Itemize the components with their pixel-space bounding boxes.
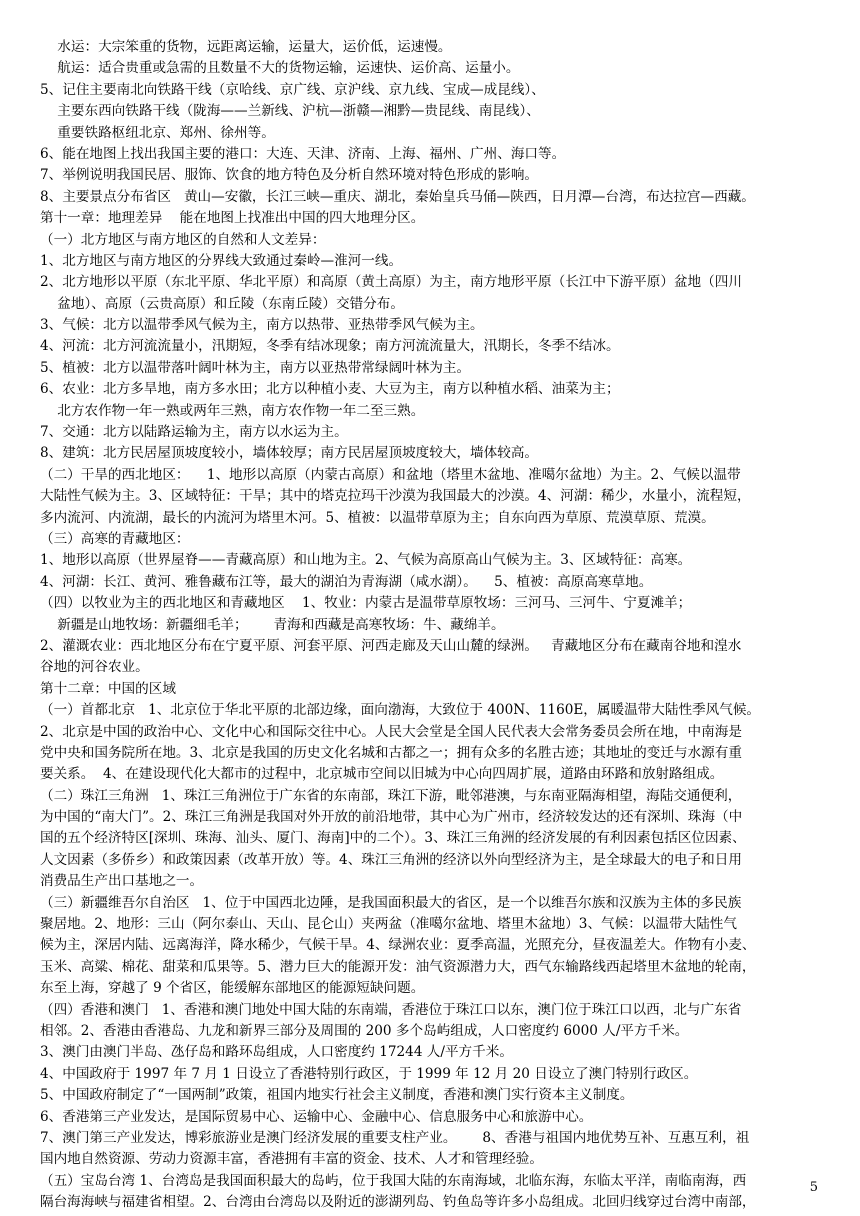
text-line: 隔台海海峡与福建省相望。2、台湾由台湾岛以及附近的澎湖列岛、钓鱼岛等许多小岛组成。北回归线穿过台湾中南部， [40, 1194, 756, 1211]
page-number: 5 [809, 1180, 818, 1195]
text-line: （二）珠江三角洲 1、珠江三角洲位于广东省的东南部，珠江下游，毗邻港澳，与东南亚隔海相望，海陆交通便利， [40, 787, 742, 804]
text-line: 5、记住主要南北向铁路干线（京哈线、京广线、京沪线、京九线、宝成—成昆线）、 [40, 81, 545, 98]
text-line: 北方农作物一年一熟或两年三熟，南方农作物一年二至三熟。 [40, 402, 425, 419]
text-line: 为中国的“南大门”。2、珠江三角洲是我国对外开放的前沿地带，其中心为广州市，经济较发达的还有深圳、珠海（中 [40, 809, 743, 826]
text-line: 3、气候：北方以温带季风气候为主，南方以热带、亚热带季风气候为主。 [40, 317, 484, 334]
text-line: 大陆性气候为主。3、区域特征：干旱；其中的塔克拉玛干沙漠为我国最大的沙漠。4、河湖：稀少，水量小，流程短， [40, 488, 751, 505]
text-line: 第十二章：中国的区域 [40, 680, 176, 697]
text-line: 第十一章：地理差异 能在地图上找准出中国的四大地理分区。 [40, 210, 425, 227]
text-line: （二）干旱的西北地区： 1、地形以高原（内蒙古高原）和盆地（塔里木盆地、准噶尔盆地）为主。2、气候以温带 [40, 466, 741, 483]
text-line: 4、河流：北方河流流量小，汛期短，冬季有结冰现象；南方河流流量大，汛期长，冬季不结冰。 [40, 338, 620, 355]
text-line: 盆地）、高原（云贵高原）和丘陵（东南丘陵）交错分布。 [40, 295, 404, 312]
text-line: 5、植被：北方以温带落叶阔叶林为主，南方以亚热带常绿阔叶林为主。 [40, 359, 471, 376]
text-line: 航运：适合贵重或急需的且数量不大的货物运输，运速快、运价高、运量小。 [40, 60, 520, 77]
text-line: 党中央和国务院所在地。3、北京是我国的历史文化名城和古都之一；拥有众多的名胜古迹；其地址的变迁与水源有重 [40, 744, 742, 761]
text-line: 人文因素（多侨乡）和政策因素（改革开放）等。4、珠江三角洲的经济以外向型经济为主，是全球最大的电子和日用 [40, 851, 742, 868]
text-line: （五）宝岛台湾 1、台湾岛是我国面积最大的岛屿，位于我国大陆的东南海域，北临东海，东临太平洋，南临南海，西 [40, 1172, 747, 1189]
text-line: 6、香港第三产业发达，是国际贸易中心、运输中心、金融中心、信息服务中心和旅游中心。 [40, 1108, 593, 1125]
text-line: 7、交通：北方以陆路运输为主，南方以水运为主。 [40, 424, 348, 441]
text-line: 重要铁路枢纽北京、郑州、徐州等。 [40, 124, 275, 141]
text-line: 主要东西向铁路干线（陇海——兰新线、沪杭—浙赣—湘黔—贵昆线、南昆线）、 [40, 103, 540, 120]
text-line: 谷地的河谷农业。 [40, 659, 149, 676]
text-line: （四）以牧业为主的西北地区和青藏地区 1、牧业：内蒙古是温带草原牧场：三河马、三河牛、宁夏滩羊； [40, 595, 692, 612]
text-line: 7、澳门第三产业发达，博彩旅游业是澳门经济发展的重要支柱产业。 8、香港与祖国内地优势互补、互惠互利，祖 [40, 1129, 750, 1146]
text-line: 4、河湖：长江、黄河、雅鲁藏布江等，最大的湖泊为青海湖（咸水湖）。 5、植被：高原高寒草地。 [40, 573, 653, 590]
text-line: （一）北方地区与南方地区的自然和人文差异： [40, 231, 326, 248]
text-line: 2、灌溉农业：西北地区分布在宁夏平原、河套平原、河西走廊及天山山麓的绿洲。 青藏地区分布在藏南谷地和湟水 [40, 637, 742, 654]
text-line: （一）首都北京 1、北京位于华北平原的北部边缘，面向渤海，大致位于 400N、1160E，属暖温带大陆性季风气候。 [40, 702, 761, 719]
text-line: 水运：大宗笨重的货物，远距离运输，运量大，运价低，运速慢。 [40, 39, 452, 55]
text-line: 国内地自然资源、劳动力资源丰富，香港拥有丰富的资金、技术、人才和管理经验。 [40, 1151, 543, 1168]
text-line: 1、地形以高原（世界屋脊——青藏高原）和山地为主。2、气候为高原高山气候为主。3、区域特征：高寒。 [40, 552, 692, 569]
text-line: 新疆是山地牧场：新疆细毛羊； 青海和西藏是高寒牧场：牛、藏绵羊。 [40, 616, 505, 633]
text-line: 4、中国政府于 1997 年 7 月 1 日设立了香港特别行政区，于 1999 年 12 月 20 日设立了澳门特别行政区。 [40, 1065, 698, 1082]
text-line: （三）高寒的青藏地区： [40, 530, 190, 547]
text-line: 候为主，深居内陆、远离海洋，降水稀少，气候干旱。4、绿洲农业：夏季高温，光照充分，昼夜温差大。作物有小麦、 [40, 937, 756, 954]
text-line: 8、主要景点分布省区 黄山—安徽，长江三峡—重庆、湖北，秦始皇兵马俑—陕西，日月潭—台湾，布达拉宫—西藏。 [40, 188, 755, 205]
text-line: 8、建筑：北方民居屋顶坡度较小，墙体较厚；南方民居屋顶坡度较大，墙体较高。 [40, 445, 539, 462]
text-line: 2、北方地形以平原（东北平原、华北平原）和高原（黄土高原）为主，南方地形平原（长江中下游平原）盆地（四川 [40, 274, 742, 291]
text-line: 相邻。2、香港由香港岛、九龙和新界三部分及周围的 200 多个岛屿组成，人口密度约 6000 人/平方千米。 [40, 1022, 689, 1039]
text-line: 1、北方地区与南方地区的分界线大致通过秦岭—淮河一线。 [40, 252, 403, 269]
text-line: （四）香港和澳门 1、香港和澳门地处中国大陆的东南端，香港位于珠江口以东，澳门位于珠江口以西，北与广东省 [40, 1001, 742, 1018]
text-line: 东至上海，穿越了 9 个省区，能缓解东部地区的能源短缺问题。 [40, 980, 425, 997]
text-line: 5、中国政府制定了“一国两制”政策，祖国内地实行社会主义制度，香港和澳门实行资本主义制度。 [40, 1087, 634, 1104]
text-line: 6、能在地图上找出我国主要的港口：大连、天津、济南、上海、福州、广州、海口等。 [40, 145, 566, 162]
text-line: 聚居地。2、地形：三山（阿尔泰山、天山、昆仑山）夹两盆（准噶尔盆地、塔里木盆地）3、气候：以温带大陆性气 [40, 916, 737, 933]
text-line: 要关系。 4、在建设现代化大都市的过程中，北京城市空间以旧城为中心向四周扩展，道路由环路和放射路组成。 [40, 766, 724, 783]
text-line: 6、农业：北方多旱地，南方多水田；北方以种植小麦、大豆为主，南方以种植水稻、油菜为主； [40, 381, 620, 398]
text-line: 国的五个经济特区[深圳、珠海、汕头、厦门、海南]中的二个）。3、珠江三角洲的经济发展的有利因素包括区位因素、 [40, 830, 746, 847]
text-line: 玉米、高粱、棉花、甜菜和瓜果等。5、潜力巨大的能源开发：油气资源潜力大，西气东输路线西起塔里木盆地的轮南， [40, 958, 756, 975]
text-line: 3、澳门由澳门半岛、氹仔岛和路环岛组成，人口密度约 17244 人/平方千米。 [40, 1044, 513, 1061]
text-line: 2、北京是中国的政治中心、文化中心和国际交往中心。人民大会堂是全国人民代表大会常务委员会所在地，中南海是 [40, 723, 742, 740]
text-line: （三）新疆维吾尔自治区 1、位于中国西北边陲，是我国面积最大的省区，是一个以维吾尔族和汉族为主体的多民族 [40, 894, 742, 911]
document-body [40, 37, 824, 1213]
text-line: 多内流河、内流湖，最长的内流河为塔里木河。5、植被：以温带草原为主；自东向西为草原、荒漠草原、荒漠。 [40, 509, 715, 526]
text-line: 消费品生产出口基地之一。 [40, 873, 204, 890]
text-line: 7、举例说明我国民居、服饰、饮食的地方特色及分析自然环境对特色形成的影响。 [40, 167, 539, 184]
